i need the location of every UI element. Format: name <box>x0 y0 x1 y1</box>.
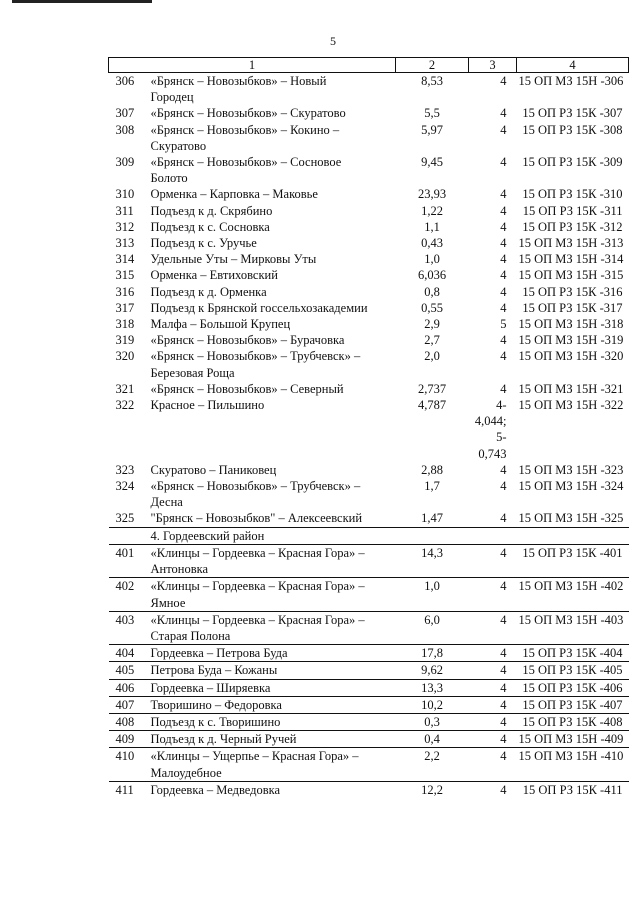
length-cell: 4,787 <box>417 398 447 413</box>
road-code-cell: 15 ОП МЗ 15Н -322 <box>518 398 624 413</box>
row-number: 406 <box>115 680 135 695</box>
category-cell <box>469 578 517 611</box>
row-number: 401 <box>115 545 135 560</box>
category-line: 4 <box>500 749 507 764</box>
category-cell <box>469 73 517 106</box>
table-row <box>109 300 629 316</box>
category-cell <box>469 478 517 510</box>
category-cell <box>469 397 517 462</box>
table-row <box>109 510 629 527</box>
road-code-cell: 15 ОП РЗ 15К -311 <box>522 203 623 218</box>
table-row <box>109 381 629 397</box>
table-row <box>109 578 629 611</box>
road-code-cell: 15 ОП МЗ 15Н -409 <box>517 731 629 748</box>
table-row <box>109 397 629 462</box>
table-row <box>109 462 629 478</box>
category-line: 4 <box>500 187 507 202</box>
length-cell: 9,45 <box>421 155 443 170</box>
road-name-line: Петрова Буда – Кожаны <box>150 663 278 678</box>
length-cell: 2,737 <box>417 381 447 396</box>
category-line: 5-0,743 <box>478 430 507 461</box>
row-number: 403 <box>115 612 135 627</box>
road-name-line: Ямное <box>150 595 186 610</box>
table-row <box>109 478 629 510</box>
length-cell: 6,036 <box>417 268 447 283</box>
road-name-line: Подъезд к Брянской госсельхозакадемии <box>150 300 368 315</box>
length-cell: 2,88 <box>421 462 443 477</box>
road-name-cell <box>109 348 396 380</box>
row-number: 314 <box>115 252 135 267</box>
row-number: 324 <box>115 479 135 494</box>
table-row <box>109 679 629 696</box>
road-name-cell <box>109 154 396 186</box>
road-name-cell <box>109 316 396 332</box>
road-code-cell: 15 ОП МЗ 15Н -314 <box>518 252 624 267</box>
road-name-line: «Брянск – Новозыбков» – Скуратово <box>150 106 346 121</box>
table-row <box>109 105 629 121</box>
category-line: 4 <box>500 479 507 494</box>
road-name-line: Орменка – Евтиховский <box>150 268 278 283</box>
row-number: 310 <box>115 187 135 202</box>
road-name-line: Подъезд к с. Сосновка <box>150 219 270 234</box>
length-cell: 10,2 <box>396 696 469 713</box>
road-code-cell: 15 ОП МЗ 15Н -324 <box>518 479 624 494</box>
row-number: 309 <box>115 155 135 170</box>
length-cell: 1,7 <box>424 479 440 494</box>
row-number: 410 <box>115 749 135 764</box>
road-name-cell <box>109 731 396 748</box>
road-code-cell: 15 ОП РЗ 15К -309 <box>522 155 623 170</box>
category-line: 4 <box>500 646 507 661</box>
road-name-cell <box>109 679 396 696</box>
category-line: 4 <box>500 155 507 170</box>
length-cell: 5,97 <box>421 122 443 137</box>
length-cell: 1,22 <box>421 203 443 218</box>
road-name-cell <box>109 748 396 781</box>
road-name-cell <box>109 578 396 611</box>
road-name-line: Гордеевка – Петрова Буда <box>150 646 288 661</box>
category-cell <box>469 235 517 251</box>
category-line: 4 <box>500 203 507 218</box>
category-line: 4 <box>500 511 507 526</box>
table-row <box>109 645 629 662</box>
road-name-line: Подъезд к с. Творишино <box>150 714 281 729</box>
road-name-line: Болото <box>150 171 188 186</box>
table-row <box>109 251 629 267</box>
road-code-cell: 15 ОП МЗ 15Н -410 <box>517 748 629 781</box>
length-cell: 5,5 <box>424 106 440 121</box>
length-cell: 2,2 <box>396 748 469 781</box>
category-cell <box>469 611 517 644</box>
table-row <box>109 186 629 202</box>
category-cell <box>469 332 517 348</box>
category-line: 4 <box>500 612 507 627</box>
row-number: 307 <box>115 106 135 121</box>
road-code-cell: 15 ОП МЗ 15Н -320 <box>518 349 624 364</box>
road-code-cell: 15 ОП РЗ 15К -310 <box>522 187 623 202</box>
header-col-1: 1 <box>109 58 396 73</box>
category-line: 4 <box>500 284 507 299</box>
category-line: 4 <box>500 236 507 251</box>
road-code-cell: 15 ОП РЗ 15К -307 <box>522 106 623 121</box>
road-name-cell <box>109 122 396 154</box>
length-cell: 9,62 <box>396 662 469 679</box>
table-row <box>109 219 629 235</box>
category-line: 4 <box>500 381 507 396</box>
category-cell <box>469 284 517 300</box>
category-line: 4 <box>500 663 507 678</box>
row-number: 408 <box>115 714 135 729</box>
road-name-line: Удельные Уты – Мирковы Уты <box>150 252 317 267</box>
road-name-line: «Брянск – Новозыбков» – Кокино – <box>150 122 340 137</box>
row-number: 409 <box>115 732 135 747</box>
road-name-line: Городец <box>150 90 194 105</box>
category-cell <box>469 381 517 397</box>
row-number: 321 <box>115 381 135 396</box>
category-cell <box>469 186 517 202</box>
table-row <box>109 235 629 251</box>
road-name-line: Антоновка <box>150 562 209 577</box>
length-cell: 0,3 <box>396 713 469 730</box>
header-col-4: 4 <box>517 58 629 73</box>
category-cell <box>469 267 517 283</box>
row-number: 411 <box>115 782 134 797</box>
table-row <box>109 713 629 730</box>
table-row <box>109 527 629 544</box>
category-line: 4 <box>500 349 507 364</box>
category-line: 5 <box>500 317 507 332</box>
length-cell: 12,2 <box>396 781 469 798</box>
category-line: 4 <box>500 579 507 594</box>
road-name-cell <box>109 397 396 462</box>
road-name-cell <box>109 611 396 644</box>
road-name-cell <box>109 381 396 397</box>
category-cell <box>469 316 517 332</box>
row-number: 325 <box>115 511 135 526</box>
road-code-cell: 15 ОП МЗ 15Н -319 <box>518 333 624 348</box>
category-cell <box>469 544 517 577</box>
row-number: 319 <box>115 333 135 348</box>
table-row <box>109 284 629 300</box>
length-cell: 1,0 <box>396 578 469 611</box>
road-name-line: Малоудебное <box>150 765 222 780</box>
category-cell <box>469 696 517 713</box>
category-line: 4 <box>500 782 507 797</box>
category-cell <box>469 662 517 679</box>
category-cell <box>469 645 517 662</box>
road-name-line: «Брянск – Новозыбков» – Трубчевск» – <box>150 349 361 364</box>
road-code-cell: 15 ОП МЗ 15Н -306 <box>518 74 624 88</box>
row-number: 323 <box>115 462 135 477</box>
row-number: 315 <box>115 268 135 283</box>
road-code-cell: 15 ОП РЗ 15К -316 <box>522 284 623 299</box>
length-cell: 2,0 <box>424 349 440 364</box>
top-edge-line <box>12 0 152 3</box>
length-cell: 13,3 <box>396 679 469 696</box>
road-name-line: «Брянск – Новозыбков» – Трубчевск» – <box>150 479 361 494</box>
road-name-line: Красное – Пильшино <box>150 398 265 413</box>
length-cell: 1,0 <box>424 252 440 267</box>
road-name-cell <box>109 332 396 348</box>
row-number: 318 <box>115 317 135 332</box>
road-name-line: Орменка – Карповка – Маковье <box>150 187 318 202</box>
road-name-cell <box>109 662 396 679</box>
length-cell: 6,0 <box>396 611 469 644</box>
category-line: 4- <box>496 398 507 413</box>
district-heading: 4. Гордеевский район <box>109 527 629 544</box>
road-name-cell <box>109 510 396 527</box>
road-name-line: «Клинцы – Гордеевка – Красная Гора» – <box>150 545 365 560</box>
category-line: 4,044; <box>474 414 507 429</box>
row-number: 322 <box>115 398 135 413</box>
road-name-line: «Брянск – Новозыбков» – Новый <box>150 74 327 88</box>
road-name-line: Малфа – Большой Крупец <box>150 317 291 332</box>
category-line: 4 <box>500 106 507 121</box>
road-code-cell: 15 ОП МЗ 15Н -318 <box>518 317 624 332</box>
row-number: 313 <box>115 236 135 251</box>
length-cell: 0,4 <box>396 731 469 748</box>
row-number: 402 <box>115 579 135 594</box>
road-name-cell <box>109 781 396 798</box>
road-name-cell <box>109 696 396 713</box>
category-cell <box>469 122 517 154</box>
road-name-cell <box>109 73 396 106</box>
category-cell <box>469 731 517 748</box>
category-line: 4 <box>500 74 507 88</box>
road-name-cell <box>109 105 396 121</box>
road-code-cell: 15 ОП РЗ 15К -401 <box>517 544 629 577</box>
category-line: 4 <box>500 219 507 234</box>
category-line: 4 <box>500 732 507 747</box>
length-cell: 0,8 <box>424 284 440 299</box>
category-cell <box>469 781 517 798</box>
road-code-cell: 15 ОП РЗ 15К -308 <box>522 122 623 137</box>
category-line: 4 <box>500 714 507 729</box>
length-cell: 1,1 <box>424 219 440 234</box>
table-row <box>109 203 629 219</box>
road-code-cell: 15 ОП РЗ 15К -404 <box>517 645 629 662</box>
road-name-line: «Брянск – Новозыбков» – Бурачовка <box>150 333 345 348</box>
category-cell <box>469 510 517 527</box>
road-name-cell <box>109 186 396 202</box>
category-line: 4 <box>500 462 507 477</box>
length-cell: 2,9 <box>424 317 440 332</box>
row-number: 320 <box>115 349 135 364</box>
length-cell: 17,8 <box>396 645 469 662</box>
road-name-line: Березовая Роща <box>150 365 235 380</box>
road-code-cell: 15 ОП РЗ 15К -411 <box>517 781 629 798</box>
road-name-line: Подъезд к д. Орменка <box>150 284 267 299</box>
category-cell <box>469 348 517 380</box>
road-name-cell <box>109 462 396 478</box>
row-number: 312 <box>115 219 135 234</box>
table-row <box>109 544 629 577</box>
road-name-line: «Клинцы – Гордеевка – Красная Гора» – <box>150 579 365 594</box>
category-line: 4 <box>500 252 507 267</box>
road-name-line: "Брянск – Новозыбков" – Алексеевский <box>150 511 363 526</box>
road-code-cell: 15 ОП РЗ 15К -317 <box>522 300 623 315</box>
road-code-cell: 15 ОП РЗ 15К -312 <box>522 219 623 234</box>
road-code-cell: 15 ОП МЗ 15Н -402 <box>517 578 629 611</box>
table-row <box>109 154 629 186</box>
road-name-cell <box>109 219 396 235</box>
row-number: 317 <box>115 300 135 315</box>
category-line: 4 <box>500 680 507 695</box>
header-row <box>109 58 629 73</box>
table-row <box>109 731 629 748</box>
table-row <box>109 696 629 713</box>
category-line: 4 <box>500 697 507 712</box>
page-number: 5 <box>330 34 336 48</box>
road-name-line: Десна <box>150 495 183 510</box>
road-name-cell <box>109 478 396 510</box>
road-name-line: «Брянск – Новозыбков» – Северный <box>150 381 344 396</box>
category-line: 4 <box>500 333 507 348</box>
category-cell <box>469 748 517 781</box>
road-name-line: Гордеевка – Медведовка <box>150 782 281 797</box>
category-cell <box>469 679 517 696</box>
table-row <box>109 267 629 283</box>
category-line: 4 <box>500 122 507 137</box>
category-cell <box>469 462 517 478</box>
road-name-line: Творишино – Федоровка <box>150 697 282 712</box>
road-name-cell <box>109 713 396 730</box>
road-name-line: Подъезд к д. Скрябино <box>150 203 273 218</box>
length-cell: 0,55 <box>421 300 443 315</box>
table-row <box>109 122 629 154</box>
table-row <box>109 611 629 644</box>
category-cell <box>469 203 517 219</box>
road-code-cell: 15 ОП РЗ 15К -407 <box>517 696 629 713</box>
table-row <box>109 348 629 380</box>
road-name-line: Скуратово – Паниковец <box>150 462 277 477</box>
header-col-3: 3 <box>469 58 517 73</box>
category-cell <box>469 251 517 267</box>
row-number: 311 <box>115 203 134 218</box>
road-code-cell: 15 ОП МЗ 15Н -313 <box>518 236 624 251</box>
category-cell <box>469 713 517 730</box>
row-number: 306 <box>115 74 135 88</box>
category-cell <box>469 105 517 121</box>
road-name-line: Гордеевка – Ширяевка <box>150 680 271 695</box>
category-cell <box>469 219 517 235</box>
length-cell: 8,53 <box>421 74 443 88</box>
road-name-cell <box>109 300 396 316</box>
road-code-cell: 15 ОП МЗ 15Н -403 <box>517 611 629 644</box>
category-cell <box>469 154 517 186</box>
road-name-line: Скуратово <box>150 138 207 153</box>
length-cell: 2,7 <box>424 333 440 348</box>
length-cell: 0,43 <box>421 236 443 251</box>
category-cell <box>469 300 517 316</box>
road-name-cell <box>109 544 396 577</box>
road-name-line: «Клинцы – Ущерпье – Красная Гора» – <box>150 749 359 764</box>
length-cell: 1,47 <box>421 511 443 526</box>
table-row <box>109 316 629 332</box>
road-name-cell <box>109 203 396 219</box>
road-code-cell: 15 ОП РЗ 15К -405 <box>517 662 629 679</box>
road-name-cell <box>109 284 396 300</box>
length-cell: 23,93 <box>417 187 447 202</box>
row-number: 405 <box>115 663 135 678</box>
road-name-line: «Брянск – Новозыбков» – Сосновое <box>150 155 342 170</box>
road-name-line: Старая Полона <box>150 628 231 643</box>
road-name-line: Подъезд к с. Уручье <box>150 236 257 251</box>
road-name-cell <box>109 267 396 283</box>
table-row <box>109 662 629 679</box>
table-row <box>109 332 629 348</box>
road-code-cell: 15 ОП МЗ 15Н -323 <box>518 462 624 477</box>
table-row <box>109 781 629 798</box>
roads-table <box>108 57 629 798</box>
road-name-cell <box>109 235 396 251</box>
category-line: 4 <box>500 545 507 560</box>
length-cell: 14,3 <box>396 544 469 577</box>
road-code-cell: 15 ОП МЗ 15Н -315 <box>518 268 624 283</box>
row-number: 407 <box>115 697 135 712</box>
road-name-cell <box>109 645 396 662</box>
road-name-cell <box>109 251 396 267</box>
table-row <box>109 73 629 106</box>
road-code-cell: 15 ОП РЗ 15К -408 <box>517 713 629 730</box>
road-code-cell: 15 ОП МЗ 15Н -325 <box>518 511 624 526</box>
row-number: 316 <box>115 284 135 299</box>
category-line: 4 <box>500 300 507 315</box>
row-number: 404 <box>115 646 135 661</box>
category-line: 4 <box>500 268 507 283</box>
header-col-2: 2 <box>396 58 469 73</box>
road-name-line: «Клинцы – Гордеевка – Красная Гора» – <box>150 612 365 627</box>
road-name-line: Подъезд к д. Черный Ручей <box>150 732 297 747</box>
row-number: 308 <box>115 122 135 137</box>
road-code-cell: 15 ОП МЗ 15Н -321 <box>518 381 624 396</box>
table-row <box>109 748 629 781</box>
road-code-cell: 15 ОП РЗ 15К -406 <box>517 679 629 696</box>
